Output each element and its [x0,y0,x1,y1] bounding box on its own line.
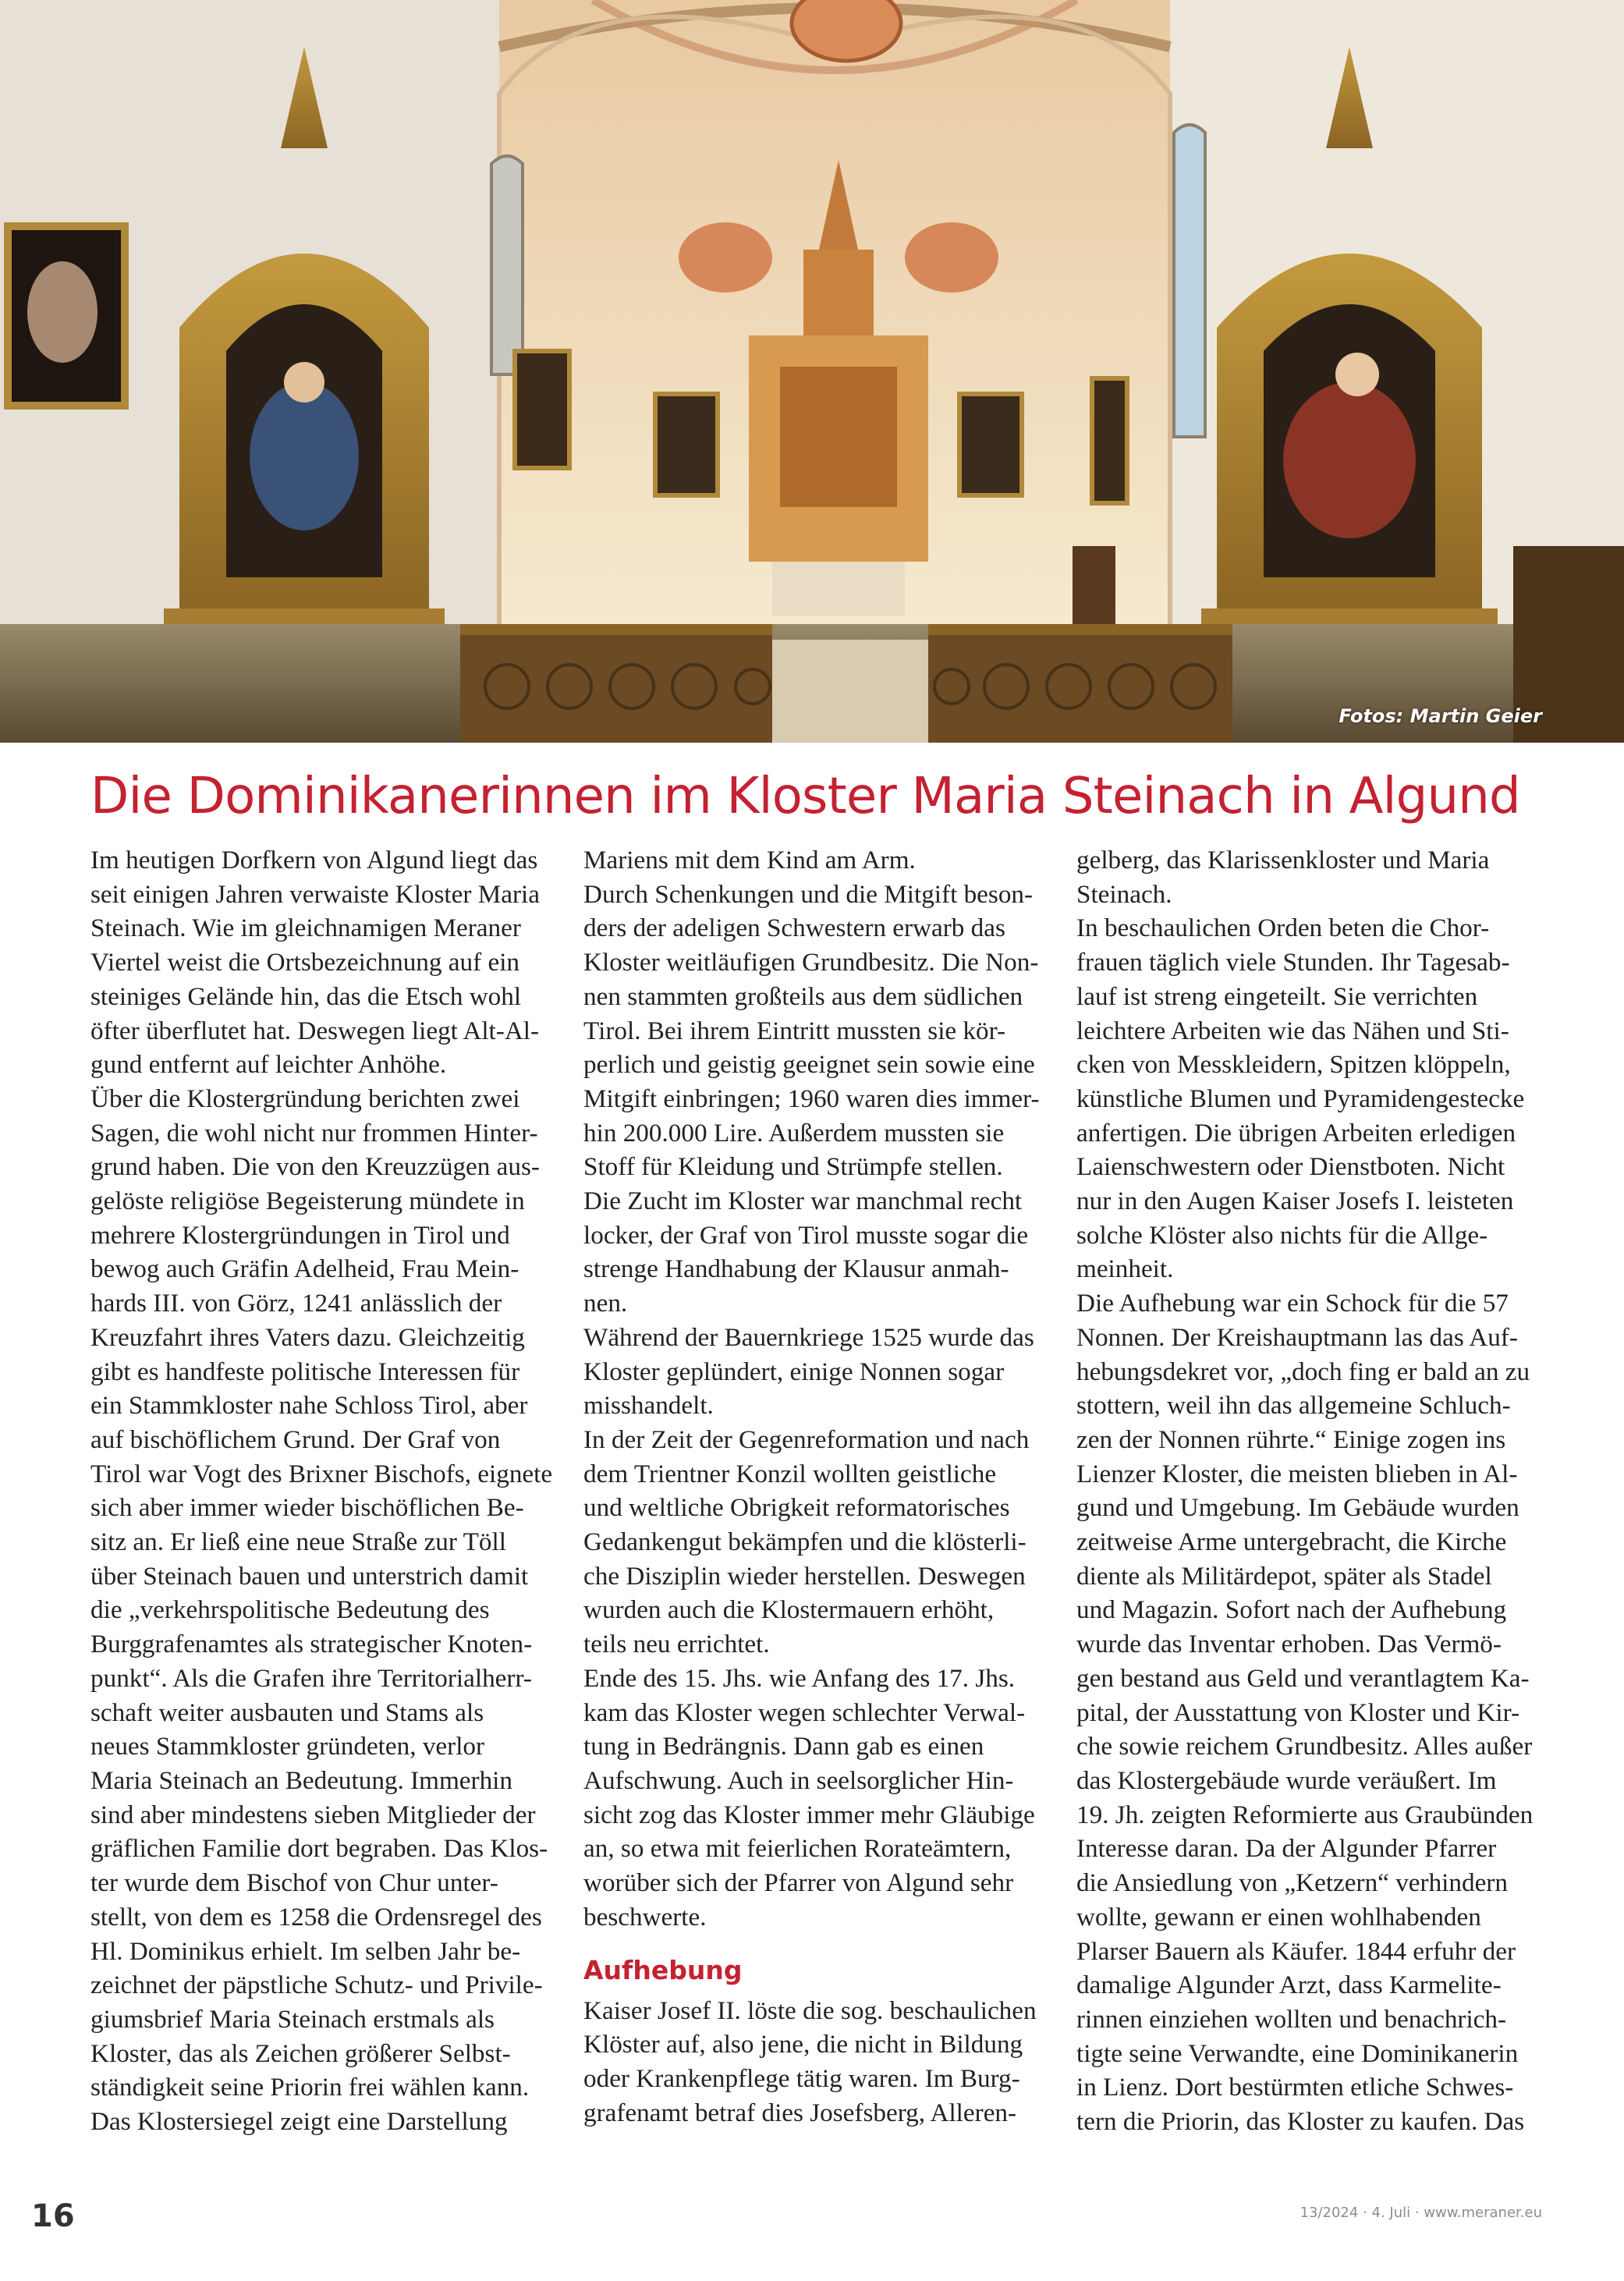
article-body-text: Mariens mit dem Kind am Arm. Durch Schenkungen und die Mitgift beson- ders der adeligen Schwestern erwarb das Kloster weitläufigen Grundbesitz. Die Non- nen stammten großteils aus dem südlichen Tirol. Bei ihrem Eintritt mussten sie kör- perlich und geistig geeignet sein sowie eine Mitgift einbringen; 1960 waren dies immer- hin 200.000 Lire. Außerdem mussten sie Stoff für Kleidung und Strümpfe stellen. Die Zucht im Kloster war manchmal recht locker, der Graf von Tirol musste sogar die strenge Handhabung der Klausur anmah- nen. Während der Bauernkriege 1525 wurde das Kloster geplündert, einige Nonnen sogar misshandelt. In der Zeit der Gegenreformation und nach dem Trientner Konzil wollten geistliche und weltliche Obrigkeit reformatorisches Gedankengut bekämpfen und die klösterli- che Disziplin wieder herstellen. Deswegen wurden auch die Klostermauern erhöht, teils neu errichtet. Ende des 15. Jhs. wie Anfang des 17. Jhs. kam das Kloster wegen schlechter Verwal- tung in Bedrängnis. Dann gab es einen Aufschwung. Auch in seelsorglicher Hin- sicht zog das Kloster immer mehr Gläubige an, so etwa mit feierlichen Rorateämtern, worüber sich der Pfarrer von Algund sehr beschwerte. [583,846,1040,1932]
article-body-text: Kaiser Josef II. löste die sog. beschaulichen Klöster auf, also jene, die nicht in Bildung oder Krankenpflege tätig waren. Im Burg- grafenamt betraf dies Josefsberg, Alleren- [583,1995,1037,2127]
page-number: 16 [31,2198,75,2234]
church-interior-illustration [0,0,1624,743]
article-column-3 [1076,843,1544,2139]
article-body-text: Im heutigen Dorfkern von Algund liegt das seit einigen Jahren verwaiste Kloster Maria Steinach. Wie im gleichnamigen Meraner Viertel weist die Ortsbezeichnung auf ein steiniges Gelände hin, das die Etsch wohl öfter überflutet hat. Deswegen liegt Alt-Al- gund entfernt auf leichter Anhöhe. Über die Klostergründung berichten zwei Sagen, die wohl nicht nur frommen Hinter- grund haben. Die von den Kreuzzügen aus- gelöste religiöse Begeisterung mündete in mehrere Klostergründungen in Tirol und bewog auch Gräfin Adelheid, Frau Mein- hards III. von Görz, 1241 anlässlich der Kreuzfahrt ihres Vaters dazu. Gleichzeitig gibt es handfeste politische Interessen für ein Stammkloster nahe Schloss Tirol, aber auf bischöflichem Grund. Der Graf von Tirol war Vogt des Brixner Bischofs, eignete sich aber immer wieder bischöflichen Be- sitz an. Er ließ eine neue Straße zur Töll über Steinach bauen und unterstrich damit die „verkehrspolitische Bedeutung des Burggrafenamtes als strategischer Knoten- punkt“. Als die Grafen ihre Territorialherr- schaft weiter ausbauten und Stams als neues Stammkloster gründeten, verlor Maria Steinach an Bedeutung. Immerhin sind aber mindestens sieben Mitglieder der gräflichen Familie dort begraben. Das Klos- ter wurde dem Bischof von Chur unter- stellt, von dem es 1258 die Ordensregel des Hl. Dominikus erhielt. Im selben Jahr be- zeichnet der päpstliche Schutz- und Privile- giumsbrief Maria Steinach erstmals als Kloster, das als Zeichen größerer Selbst- ständigkeit seine Priorin frei wählen kann. Das Klostersiegel zeigt eine Darstellung [90,846,553,2137]
article-column-2 [583,843,1051,2130]
article-column-1 [90,843,558,2139]
photo-credit: Fotos: Martin Geier [1339,705,1542,727]
article-body-text: gelberg, das Klarissenkloster und Maria Steinach. In beschaulichen Orden beten die Chor- frauen täglich viele Stunden. Ihr Tagesab- lauf ist streng eingeteilt. Sie verrichten leichtere Arbeiten wie das Nähen und Sti- cken von Messkleidern, Spitzen klöppeln, künstliche Blumen und Pyramidengestecke anfertigen. Die übrigen Arbeiten erledigen Laienschwestern oder Dienstboten. Nicht nur in den Augen Kaiser Josefs I. leisteten solche Klöster also nichts für die Allge- meinheit. Die Aufhebung war ein Schock für die 57 Nonnen. Der Kreishauptmann las das Auf- hebungsdekret vor, „doch fing er bald an zu stottern, weil ihn das allgemeine Schluch- zen der Nonnen rührte.“ Einige zogen ins Lienzer Kloster, die meisten blieben in Al- gund und Umgebung. Im Gebäude wurden zeitweise Arme untergebracht, die Kirche diente als Militärdepot, später als Stadel und Magazin. Sofort nach der Aufhebung wurde das Inventar erhoben. Das Vermö- gen bestand aus Geld und verantlagtem Ka- pital, der Ausstattung von Kloster und Kir- che sowie reichem Grundbesitz. Alles außer das Klostergebäude wurde veräußert. Im 19. Jh. zeigten Reformierte aus Graubünden Interesse daran. Da der Algunder Pfarrer die Ansiedlung von „Ketzern“ verhindern wollte, gewann er einen wohlhabenden Plarser Bauern als Käufer. 1844 erfuhr der damalige Algunder Arzt, dass Karmelite- rinnen einziehen wollten und benachrich- tigte seine Verwandte, eine Dominikanerin in Lienz. Dort bestürmten etliche Schwes- tern die Priorin, das Kloster zu kaufen. Das [1076,846,1534,2137]
hero-photo [0,0,1624,743]
issue-info: 13/2024 · 4. Juli · www.meraner.eu [1300,2205,1542,2221]
article-title: Die Dominikanerinnen im Kloster Maria Steinach in Algund [90,768,1520,825]
section-heading: Aufhebung [583,1954,743,1985]
